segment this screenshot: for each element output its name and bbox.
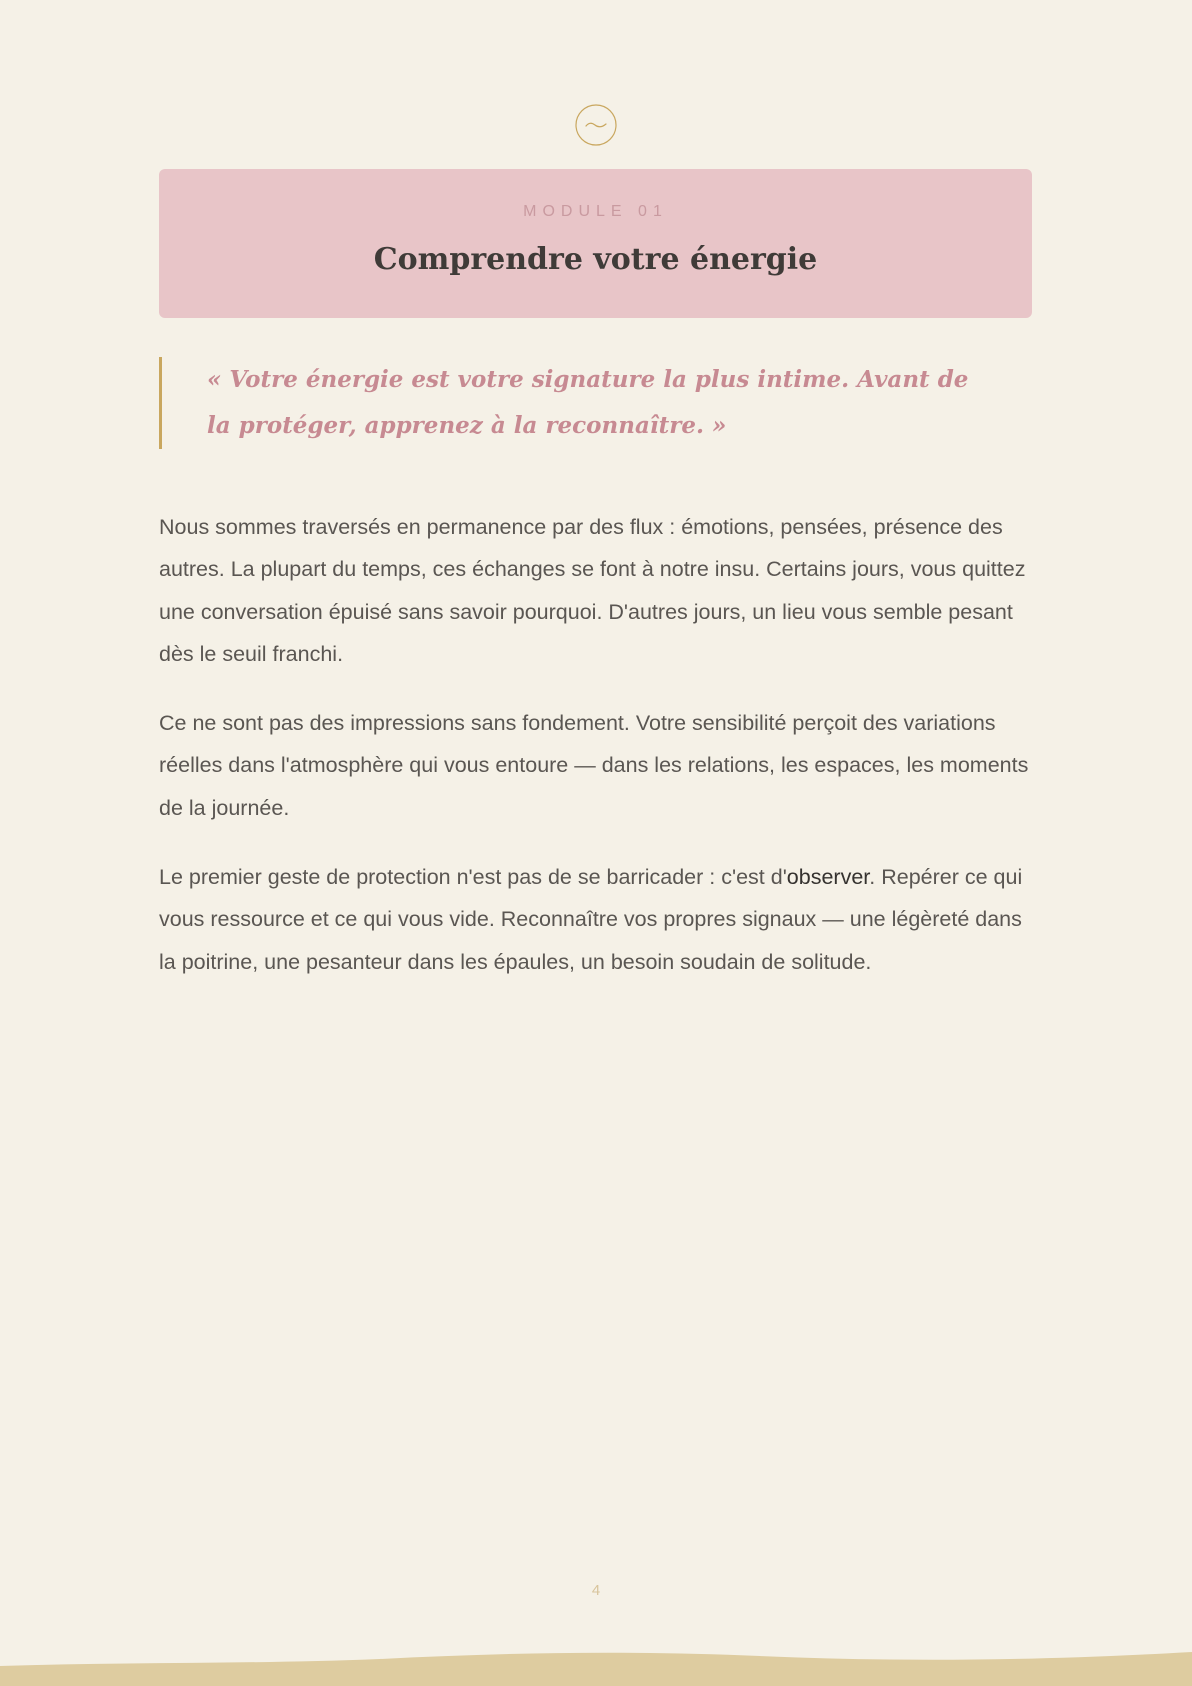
- pull-quote: [159, 357, 1022, 449]
- module-number: MODULE 01: [523, 203, 668, 220]
- body-paragraph: Nous sommes traversés en permanence par des flux : émotions, pensées, présence des autres. La plupart du temps, ces échanges se font à notre insu. Certains jours, vous quittez une conversation épuisé sans savoir pourquoi. D'autres jours, un lieu vous semble pesant dès le seuil franchi.: [159, 514, 1026, 666]
- module-title: Comprendre votre énergie: [373, 242, 818, 277]
- footer-wave: [0, 1626, 1192, 1686]
- emphasis-word: observer: [786, 864, 870, 889]
- paragraph-text-start: Le premier geste de protection n'est pas de se barricader : c'est d': [159, 864, 787, 889]
- wave-circle-icon: [575, 104, 617, 146]
- paragraph-text-end: . Repérer ce qui vous ressource et ce qui vous vide. Reconnaître vos propres signaux — une légèreté dans la poitrine, une pesanteur dans les épaules, un besoin soudain de solitude.: [159, 864, 1023, 974]
- body-paragraph: [159, 856, 1033, 984]
- page-number: 4: [591, 1582, 601, 1599]
- pull-quote-text: « Votre énergie est votre signature la plus intime. Avant de la protéger, apprenez à la reconnaître. »: [207, 366, 969, 439]
- module-banner: [159, 169, 1032, 318]
- body-paragraph: Ce ne sont pas des impressions sans fondement. Votre sensibilité perçoit des variations réelles dans l'atmosphère qui vous entoure — dans les relations, les espaces, les moments de la journée.: [159, 710, 1029, 820]
